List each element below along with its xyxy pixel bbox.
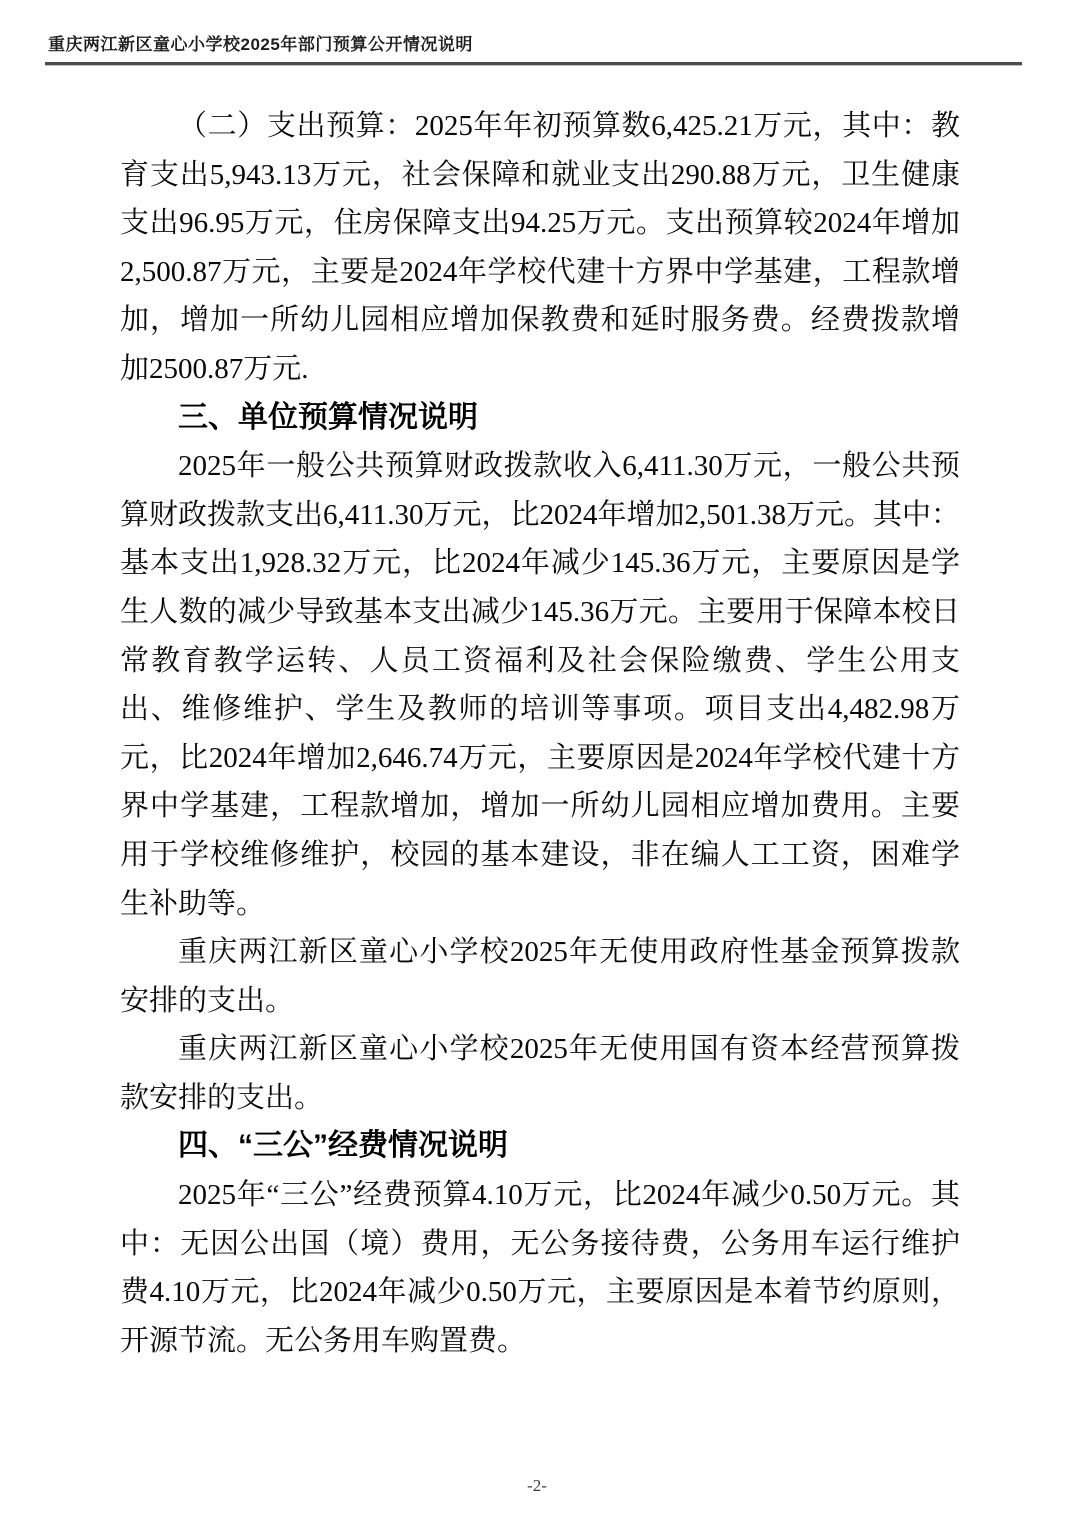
page-footer (0, 1476, 1074, 1496)
document-body (120, 102, 960, 1365)
section-heading: 四、“三公”经费情况说明 (178, 1129, 508, 1163)
body-paragraph: 重庆两江新区童心小学校2025年无使用国有资本经营预算拨款安排的支出。 (120, 1033, 960, 1114)
page-number: -2- (527, 1476, 547, 1495)
header-title: 重庆两江新区童心小学校2025年部门预算公开情况说明 (48, 35, 473, 54)
section-heading: 三、单位预算情况说明 (178, 400, 478, 434)
page-header (45, 30, 1022, 65)
body-paragraph: （二）支出预算：2025年年初预算数6,425.21万元，其中：教育支出5,943.13万元，社会保障和就业支出290.88万元，卫生健康支出96.95万元，住房保障支出94.25万元。支出预算较2024年增加2,500.87万元，主要是2024年学校代建十方界中学基建，工程款增加，增加一所幼儿园相应增加保教费和延时服务费。经费拨款增加2500.87万元. (120, 110, 960, 385)
body-paragraph: 2025年“三公”经费预算4.10万元，比2024年减少0.50万元。其中：无因公出国（境）费用，无公务接待费，公务用车运行维护费4.10万元，比2024年减少0.50万元，主要原因是本着节约原则，开源节流。无公务用车购置费。 (120, 1179, 960, 1357)
body-paragraph: 2025年一般公共预算财政拨款收入6,411.30万元，一般公共预算财政拨款支出6,411.30万元，比2024年增加2,501.38万元。其中：基本支出1,928.32万元，比2024年减少145.36万元，主要原因是学生人数的减少导致基本支出减少145.36万元。主要用于保障本校日常教育教学运转、人员工资福利及社会保险缴费、学生公用支出、维修维护、学生及教师的培训等事项。项目支出4,482.98万元，比2024年增加2,646.74万元，主要原因是2024年学校代建十方界中学基建，工程款增加，增加一所幼儿园相应增加费用。主要用于学校维修维护，校园的基本建设，非在编人工工资，困难学生补助等。 (120, 450, 960, 920)
body-paragraph: 重庆两江新区童心小学校2025年无使用政府性基金预算拨款安排的支出。 (120, 936, 960, 1017)
